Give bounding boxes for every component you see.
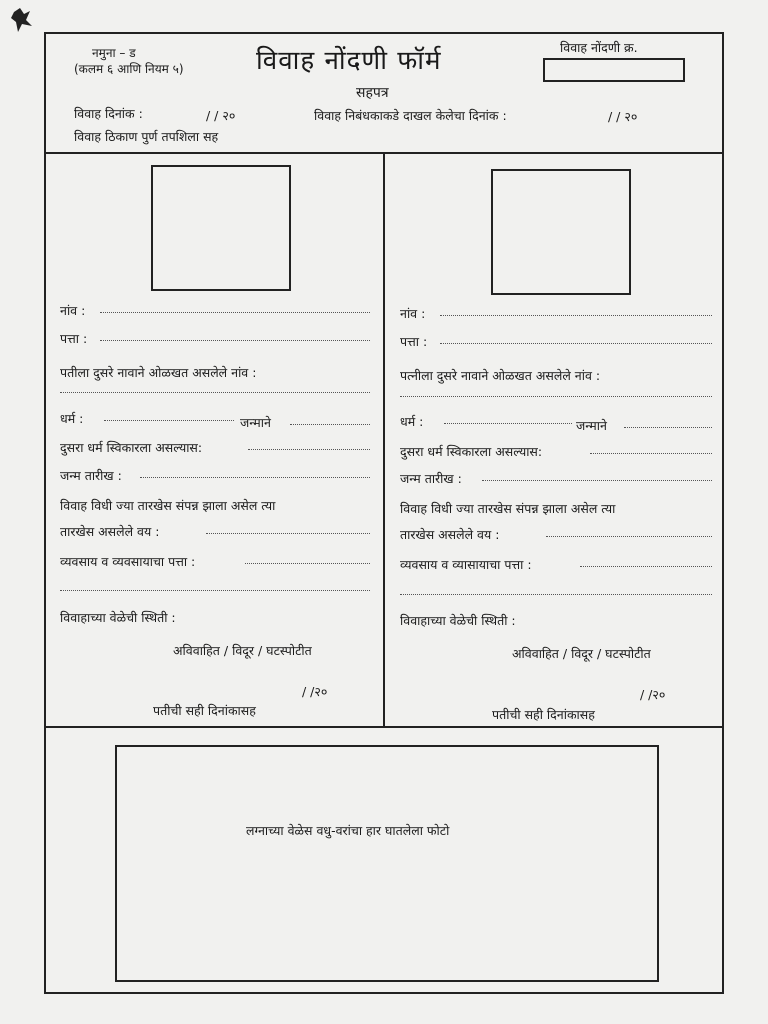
wife-signature-label: पतीची सही दिनांकासह — [492, 707, 595, 722]
husband-dob-label: जन्म तारीख : — [60, 468, 122, 483]
wife-name-field[interactable] — [440, 315, 712, 316]
husband-birth-religion-field[interactable] — [290, 424, 370, 425]
ink-smudge — [10, 6, 34, 36]
wife-birth-label: जन्माने — [576, 418, 607, 433]
husband-status-label: विवाहाच्या वेळेची स्थिती : — [60, 610, 176, 625]
husband-name-label: नांव : — [60, 303, 86, 318]
wife-occupation-label: व्यवसाय व व्यासायाचा पत्ता : — [400, 557, 532, 572]
form-subtitle: सहपत्र — [356, 85, 389, 101]
husband-other-name-label: पतीला दुसरे नावाने ओळखत असलेले नांव : — [60, 365, 257, 380]
couple-photo-caption: लग्नाच्या वेळेस वधु-वरांचा हार घातलेला फोटो — [246, 823, 450, 838]
wife-address-field[interactable] — [440, 343, 712, 344]
form-title: विवाह नोंदणी फॉर्म — [256, 46, 442, 76]
husband-other-religion-field[interactable] — [248, 449, 370, 450]
husband-signature-label: पतीची सही दिनांकासह — [153, 703, 256, 718]
wife-religion-label: धर्म : — [400, 414, 424, 429]
wife-age-label: तारखेस असलेले वय : — [400, 527, 500, 542]
wife-birth-religion-field[interactable] — [624, 427, 712, 428]
wife-sign-date[interactable]: / /२० — [640, 687, 666, 702]
husband-other-name-field[interactable] — [60, 392, 370, 393]
wife-address-label: पत्ता : — [400, 334, 428, 349]
wife-age-line1: विवाह विधी ज्या तारखेस संपन्न झाला असेल त्या — [400, 501, 616, 516]
wife-status-options[interactable]: अविवाहित / विदूर / घटस्पोटीत — [512, 646, 651, 661]
section-divider — [44, 726, 724, 728]
husband-status-options[interactable]: अविवाहित / विदूर / घटस्पोटीत — [173, 643, 312, 658]
form-number: नमुना – ड — [92, 46, 136, 60]
husband-religion-field[interactable] — [104, 420, 234, 421]
wife-other-name-label: पत्नीला दुसरे नावाने ओळखत असलेले नांव : — [400, 368, 601, 383]
couple-photo-box[interactable] — [115, 745, 659, 982]
husband-photo-box[interactable] — [151, 165, 291, 291]
wife-dob-label: जन्म तारीख : — [400, 471, 462, 486]
marriage-date-label: विवाह दिनांक : — [74, 106, 143, 121]
marriage-place-label: विवाह ठिकाण पुर्ण तपशिला सह — [74, 129, 219, 144]
husband-occupation-field[interactable] — [245, 563, 370, 564]
wife-other-name-field[interactable] — [400, 396, 712, 397]
husband-religion-label: धर्म : — [60, 411, 84, 426]
husband-age-label: तारखेस असलेले वय : — [60, 524, 160, 539]
husband-sign-date[interactable]: / /२० — [302, 684, 328, 699]
wife-occupation-address-field[interactable] — [400, 594, 712, 595]
husband-birth-label: जन्माने — [240, 415, 271, 430]
wife-status-label: विवाहाच्या वेळेची स्थिती : — [400, 613, 516, 628]
wife-occupation-field[interactable] — [580, 566, 712, 567]
husband-address-label: पत्ता : — [60, 331, 88, 346]
husband-dob-field[interactable] — [140, 477, 370, 478]
wife-dob-field[interactable] — [482, 480, 712, 481]
husband-name-field[interactable] — [100, 312, 370, 313]
husband-address-field[interactable] — [100, 340, 370, 341]
column-divider — [383, 152, 385, 726]
husband-occupation-address-field[interactable] — [60, 590, 370, 591]
marriage-date-field[interactable]: / / २० — [206, 108, 236, 123]
wife-age-field[interactable] — [546, 536, 712, 537]
filed-date-field[interactable]: / / २० — [608, 109, 638, 124]
wife-other-religion-field[interactable] — [590, 453, 712, 454]
wife-photo-box[interactable] — [491, 169, 631, 295]
husband-age-line1: विवाह विधी ज्या तारखेस संपन्न झाला असेल त्या — [60, 498, 276, 513]
wife-name-label: नांव : — [400, 306, 426, 321]
husband-age-field[interactable] — [206, 533, 370, 534]
registration-number-field[interactable] — [543, 58, 685, 82]
wife-other-religion-label: दुसरा धर्म स्विकारला असल्यास: — [400, 444, 543, 459]
husband-other-religion-label: दुसरा धर्म स्विकारला असल्यास: — [60, 440, 203, 455]
wife-religion-field[interactable] — [444, 423, 572, 424]
husband-occupation-label: व्यवसाय व व्यवसायाचा पत्ता : — [60, 554, 196, 569]
registration-number-label: विवाह नोंदणी क्र. — [560, 40, 638, 55]
filed-date-label: विवाह निबंधकाकडे दाखल केलेचा दिनांक : — [314, 108, 507, 123]
rule-reference: (कलम ६ आणि नियम ५) — [74, 62, 184, 76]
